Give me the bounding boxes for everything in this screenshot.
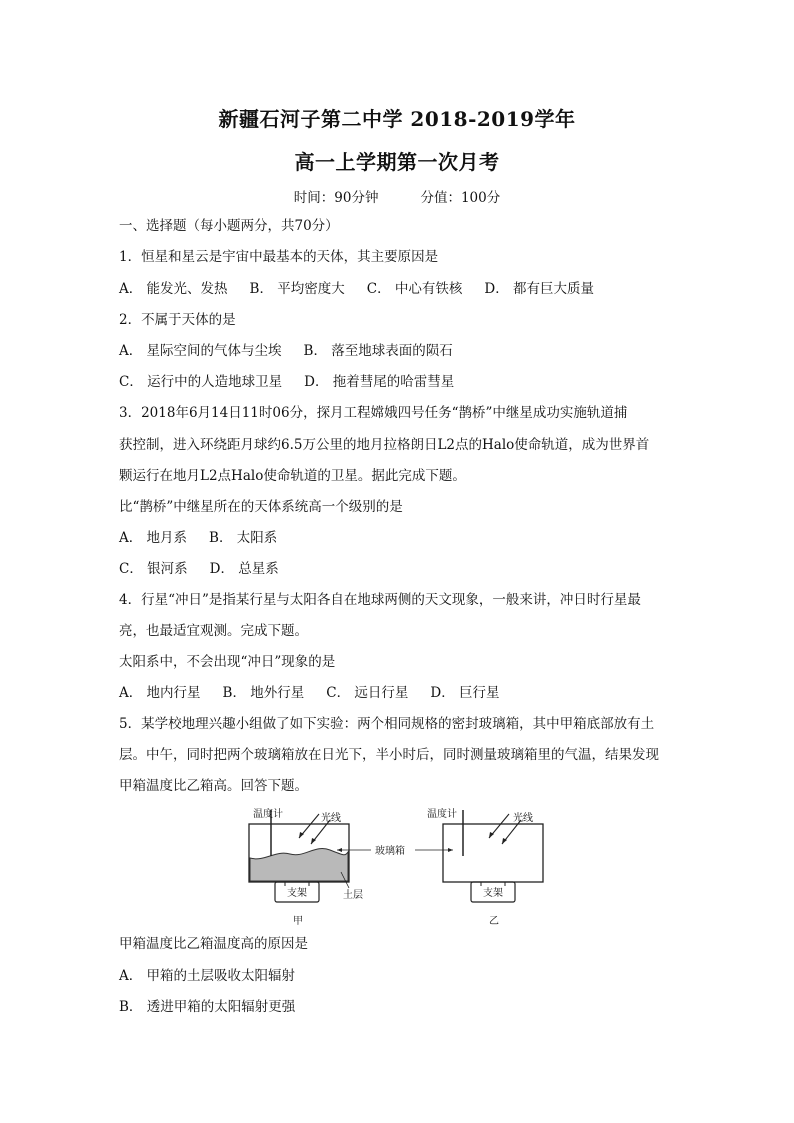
q4-option-a: A． 地内行星: [119, 685, 201, 701]
light-label-b: 光线: [513, 813, 533, 824]
q4-stem-line2: 亮，也最适宜观测。完成下题。: [119, 623, 308, 639]
stand-label-b: 支架: [483, 888, 503, 899]
q1-stem: 1．恒星和星云是宇宙中最基本的天体，其主要原因是: [119, 249, 439, 265]
experiment-figure: [245, 800, 565, 930]
thermometer-label-a: 温度计: [253, 809, 283, 820]
glass-pointer-left-head: [337, 848, 342, 852]
q3-stem-line2: 获控制，进入环绕距月球约6.5万公里的地月拉格朗日L2点的Halo使命轨道，成为世界首: [119, 437, 650, 453]
glass-box-label: 玻璃箱: [375, 846, 405, 857]
q1-option-d: D． 都有巨大质量: [484, 281, 595, 297]
exam-title-line1: 新疆石河子第二中学 2018-2019学年: [218, 107, 576, 131]
q2-stem: 2．不属于天体的是: [119, 312, 236, 328]
section-title: 一、选择题（每小题两分，共70分）: [119, 218, 339, 234]
soil-label: 土层: [343, 890, 363, 901]
thermometer-label-b: 温度计: [427, 809, 457, 820]
box-a-label: 甲: [293, 916, 303, 927]
q4-stem-line3: 太阳系中，不会出现“冲日”现象的是: [119, 654, 336, 670]
soil-layer-shape: [250, 848, 348, 881]
q5-question: 甲箱温度比乙箱温度高的原因是: [119, 936, 308, 952]
q2-options-row2: [119, 372, 679, 392]
q2-options-row1: [119, 341, 679, 361]
q4-option-b: B． 地外行星: [222, 685, 305, 701]
stand-label-a: 支架: [287, 888, 307, 899]
q1-option-a: A． 能发光、发热: [119, 281, 228, 297]
q2-option-d: D． 拖着彗尾的哈雷彗星: [304, 374, 455, 390]
q4-stem-line1: 4．行星“冲日”是指某行星与太阳各自在地球两侧的天文现象，一般来讲，冲日时行星最: [119, 592, 641, 608]
q1-options: [119, 279, 679, 299]
q1-option-b: B． 平均密度大: [249, 281, 345, 297]
q3-option-d: D． 总星系: [209, 561, 279, 577]
exam-title-line2: 高一上学期第一次月考: [294, 150, 500, 174]
exam-score: 分值：100分: [420, 190, 501, 206]
q5-stem-line2: 层。中午，同时把两个玻璃箱放在日光下，半小时后，同时测量玻璃箱里的气温，结果发现: [119, 747, 659, 763]
q4-options: [119, 683, 679, 703]
q3-options-row2: [119, 559, 679, 579]
q1-option-c: C． 中心有铁核: [366, 281, 463, 297]
light-label-a: 光线: [321, 813, 341, 824]
q5-stem-line3: 甲箱温度比乙箱高。回答下题。: [119, 778, 308, 794]
exam-meta: [0, 186, 794, 206]
q3-stem-line4: 比“鹊桥”中继星所在的天体系统高一个级别的是: [119, 499, 403, 515]
q3-options-row1: [119, 528, 679, 548]
q3-stem-line1: 3．2018年6月14日11时06分，探月工程嫦娥四号任务“鹊桥”中继星成功实施轨道捕: [119, 405, 628, 421]
q3-option-c: C． 银河系: [119, 561, 188, 577]
exam-time: 时间：90分钟: [293, 190, 379, 206]
q4-option-c: C． 远日行星: [326, 685, 409, 701]
q4-option-d: D． 巨行星: [430, 685, 500, 701]
q5-option-b: B． 透进甲箱的太阳辐射更强: [119, 999, 296, 1015]
q3-option-b: B． 太阳系: [209, 530, 278, 546]
q2-option-c: C． 运行中的人造地球卫星: [119, 374, 283, 390]
q3-stem-line3: 颗运行在地月L2点Halo使命轨道的卫星。据此完成下题。: [119, 468, 466, 484]
q5-option-a: A． 甲箱的土层吸收太阳辐射: [119, 968, 296, 984]
q2-option-b: B． 落至地球表面的陨石: [303, 343, 453, 359]
q5-stem-line1: 5．某学校地理兴趣小组做了如下实验：两个相同规格的密封玻璃箱，其中甲箱底部放有土: [119, 716, 655, 732]
box-b-label: 乙: [489, 916, 499, 927]
q3-option-a: A． 地月系: [119, 530, 188, 546]
glass-pointer-right-head: [448, 848, 453, 852]
q2-option-a: A． 星际空间的气体与尘埃: [119, 343, 282, 359]
